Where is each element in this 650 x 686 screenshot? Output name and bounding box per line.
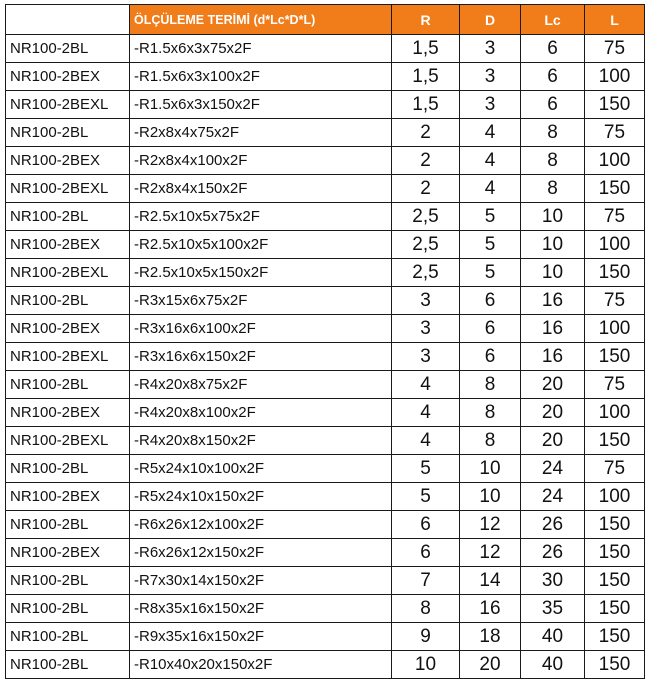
- cell-lc: 8: [521, 175, 585, 203]
- cell-lc: 6: [521, 35, 585, 63]
- cell-r: 3: [392, 315, 460, 343]
- cell-d: 3: [460, 63, 521, 91]
- cell-l: 150: [585, 259, 645, 287]
- cell-d: 3: [460, 35, 521, 63]
- header-r: R: [392, 5, 460, 35]
- cell-l: 100: [585, 147, 645, 175]
- cell-measurement-term: -R3x16x6x150x2F: [130, 343, 392, 371]
- cell-l: 100: [585, 63, 645, 91]
- cell-r: 6: [392, 511, 460, 539]
- cell-code: NR100-2BEX: [6, 539, 130, 567]
- cell-lc: 40: [521, 623, 585, 651]
- cell-lc: 10: [521, 203, 585, 231]
- cell-code: NR100-2BEXL: [6, 175, 130, 203]
- cell-lc: 26: [521, 511, 585, 539]
- cell-r: 5: [392, 455, 460, 483]
- table-row: [6, 343, 645, 371]
- cell-lc: 40: [521, 651, 585, 679]
- cell-d: 20: [460, 651, 521, 679]
- cell-measurement-term: -R1.5x6x3x100x2F: [130, 63, 392, 91]
- cell-d: 16: [460, 595, 521, 623]
- table-row: [6, 511, 645, 539]
- header-d: D: [460, 5, 521, 35]
- cell-code: NR100-2BL: [6, 35, 130, 63]
- table-body: [6, 35, 645, 679]
- table-row: [6, 147, 645, 175]
- table-row: [6, 595, 645, 623]
- cell-l: 100: [585, 399, 645, 427]
- cell-code: NR100-2BL: [6, 511, 130, 539]
- cell-lc: 24: [521, 455, 585, 483]
- cell-d: 4: [460, 147, 521, 175]
- cell-code: NR100-2BEX: [6, 63, 130, 91]
- header-l: L: [585, 5, 645, 35]
- cell-r: 2: [392, 147, 460, 175]
- table-row: [6, 63, 645, 91]
- cell-r: 2: [392, 119, 460, 147]
- cell-lc: 16: [521, 343, 585, 371]
- cell-measurement-term: -R1.5x6x3x150x2F: [130, 91, 392, 119]
- cell-l: 75: [585, 455, 645, 483]
- cell-code: NR100-2BL: [6, 119, 130, 147]
- cell-measurement-term: -R2x8x4x100x2F: [130, 147, 392, 175]
- table-row: [6, 231, 645, 259]
- cell-code: NR100-2BEX: [6, 231, 130, 259]
- cell-l: 100: [585, 315, 645, 343]
- cell-measurement-term: -R4x20x8x150x2F: [130, 427, 392, 455]
- cell-r: 4: [392, 399, 460, 427]
- cell-r: 2: [392, 175, 460, 203]
- cell-d: 12: [460, 511, 521, 539]
- cell-lc: 20: [521, 427, 585, 455]
- cell-code: NR100-2BL: [6, 371, 130, 399]
- cell-measurement-term: -R2x8x4x75x2F: [130, 119, 392, 147]
- cell-measurement-term: -R2.5x10x5x75x2F: [130, 203, 392, 231]
- cell-code: NR100-2BEXL: [6, 91, 130, 119]
- cell-r: 3: [392, 343, 460, 371]
- cell-d: 8: [460, 427, 521, 455]
- cell-measurement-term: -R4x20x8x75x2F: [130, 371, 392, 399]
- cell-r: 4: [392, 371, 460, 399]
- cell-r: 1,5: [392, 91, 460, 119]
- table-row: [6, 91, 645, 119]
- cell-lc: 24: [521, 483, 585, 511]
- cell-d: 6: [460, 343, 521, 371]
- cell-r: 10: [392, 651, 460, 679]
- cell-measurement-term: -R3x16x6x100x2F: [130, 315, 392, 343]
- cell-r: 2,5: [392, 203, 460, 231]
- cell-l: 100: [585, 231, 645, 259]
- cell-lc: 8: [521, 119, 585, 147]
- table-row: [6, 119, 645, 147]
- cell-l: 75: [585, 35, 645, 63]
- table-row: [6, 175, 645, 203]
- cell-l: 150: [585, 539, 645, 567]
- cell-code: NR100-2BEX: [6, 147, 130, 175]
- cell-code: NR100-2BEX: [6, 483, 130, 511]
- cell-lc: 26: [521, 539, 585, 567]
- cell-r: 2,5: [392, 231, 460, 259]
- cell-r: 6: [392, 539, 460, 567]
- table-row: [6, 399, 645, 427]
- cell-d: 8: [460, 371, 521, 399]
- table-row: [6, 35, 645, 63]
- cell-d: 18: [460, 623, 521, 651]
- header-row: [6, 5, 645, 35]
- cell-measurement-term: -R4x20x8x100x2F: [130, 399, 392, 427]
- cell-r: 4: [392, 427, 460, 455]
- cell-l: 150: [585, 623, 645, 651]
- cell-l: 150: [585, 567, 645, 595]
- cell-d: 14: [460, 567, 521, 595]
- cell-measurement-term: -R10x40x20x150x2F: [130, 651, 392, 679]
- cell-lc: 20: [521, 399, 585, 427]
- cell-code: NR100-2BL: [6, 651, 130, 679]
- table-row: [6, 567, 645, 595]
- cell-measurement-term: -R1.5x6x3x75x2F: [130, 35, 392, 63]
- cell-d: 5: [460, 231, 521, 259]
- cell-code: NR100-2BL: [6, 455, 130, 483]
- cell-r: 1,5: [392, 35, 460, 63]
- cell-lc: 10: [521, 259, 585, 287]
- cell-lc: 10: [521, 231, 585, 259]
- cell-lc: 16: [521, 287, 585, 315]
- table-row: [6, 427, 645, 455]
- cell-r: 7: [392, 567, 460, 595]
- cell-measurement-term: -R2x8x4x150x2F: [130, 175, 392, 203]
- cell-l: 150: [585, 343, 645, 371]
- cell-l: 75: [585, 287, 645, 315]
- table-row: [6, 483, 645, 511]
- cell-code: NR100-2BEXL: [6, 343, 130, 371]
- cell-measurement-term: -R3x15x6x75x2F: [130, 287, 392, 315]
- table-row: [6, 203, 645, 231]
- cell-r: 2,5: [392, 259, 460, 287]
- cell-measurement-term: -R6x26x12x100x2F: [130, 511, 392, 539]
- spec-table-container: [5, 4, 645, 679]
- cell-measurement-term: -R2.5x10x5x150x2F: [130, 259, 392, 287]
- header-code: [6, 5, 130, 35]
- header-measurement-term: ÖLÇÜLEME TERİMİ (d*Lc*D*L): [130, 5, 392, 35]
- cell-lc: 6: [521, 91, 585, 119]
- cell-l: 150: [585, 511, 645, 539]
- cell-d: 10: [460, 455, 521, 483]
- cell-d: 8: [460, 399, 521, 427]
- cell-measurement-term: -R5x24x10x100x2F: [130, 455, 392, 483]
- cell-l: 150: [585, 651, 645, 679]
- table-row: [6, 651, 645, 679]
- cell-measurement-term: -R2.5x10x5x100x2F: [130, 231, 392, 259]
- cell-d: 4: [460, 119, 521, 147]
- cell-d: 12: [460, 539, 521, 567]
- cell-l: 75: [585, 119, 645, 147]
- cell-d: 6: [460, 287, 521, 315]
- cell-d: 5: [460, 203, 521, 231]
- cell-d: 10: [460, 483, 521, 511]
- cell-l: 150: [585, 595, 645, 623]
- cell-lc: 20: [521, 371, 585, 399]
- table-row: [6, 623, 645, 651]
- table-row: [6, 259, 645, 287]
- spec-table: [5, 4, 645, 679]
- cell-code: NR100-2BEX: [6, 399, 130, 427]
- cell-l: 150: [585, 175, 645, 203]
- table-row: [6, 287, 645, 315]
- cell-code: NR100-2BL: [6, 623, 130, 651]
- cell-d: 5: [460, 259, 521, 287]
- table-row: [6, 371, 645, 399]
- cell-measurement-term: -R7x30x14x150x2F: [130, 567, 392, 595]
- cell-code: NR100-2BL: [6, 287, 130, 315]
- cell-code: NR100-2BL: [6, 567, 130, 595]
- cell-l: 150: [585, 427, 645, 455]
- cell-code: NR100-2BEXL: [6, 427, 130, 455]
- table-row: [6, 455, 645, 483]
- cell-r: 8: [392, 595, 460, 623]
- cell-d: 6: [460, 315, 521, 343]
- cell-l: 75: [585, 371, 645, 399]
- cell-code: NR100-2BEX: [6, 315, 130, 343]
- cell-l: 75: [585, 203, 645, 231]
- cell-code: NR100-2BEXL: [6, 259, 130, 287]
- cell-lc: 16: [521, 315, 585, 343]
- cell-measurement-term: -R9x35x16x150x2F: [130, 623, 392, 651]
- cell-r: 3: [392, 287, 460, 315]
- cell-l: 100: [585, 483, 645, 511]
- cell-r: 5: [392, 483, 460, 511]
- cell-lc: 8: [521, 147, 585, 175]
- cell-r: 9: [392, 623, 460, 651]
- cell-lc: 6: [521, 63, 585, 91]
- table-row: [6, 539, 645, 567]
- cell-code: NR100-2BL: [6, 595, 130, 623]
- cell-measurement-term: -R6x26x12x150x2F: [130, 539, 392, 567]
- cell-r: 1,5: [392, 63, 460, 91]
- cell-code: NR100-2BL: [6, 203, 130, 231]
- cell-lc: 30: [521, 567, 585, 595]
- cell-measurement-term: -R5x24x10x150x2F: [130, 483, 392, 511]
- cell-lc: 35: [521, 595, 585, 623]
- table-row: [6, 315, 645, 343]
- header-lc: Lc: [521, 5, 585, 35]
- cell-d: 3: [460, 91, 521, 119]
- cell-measurement-term: -R8x35x16x150x2F: [130, 595, 392, 623]
- cell-l: 150: [585, 91, 645, 119]
- cell-d: 4: [460, 175, 521, 203]
